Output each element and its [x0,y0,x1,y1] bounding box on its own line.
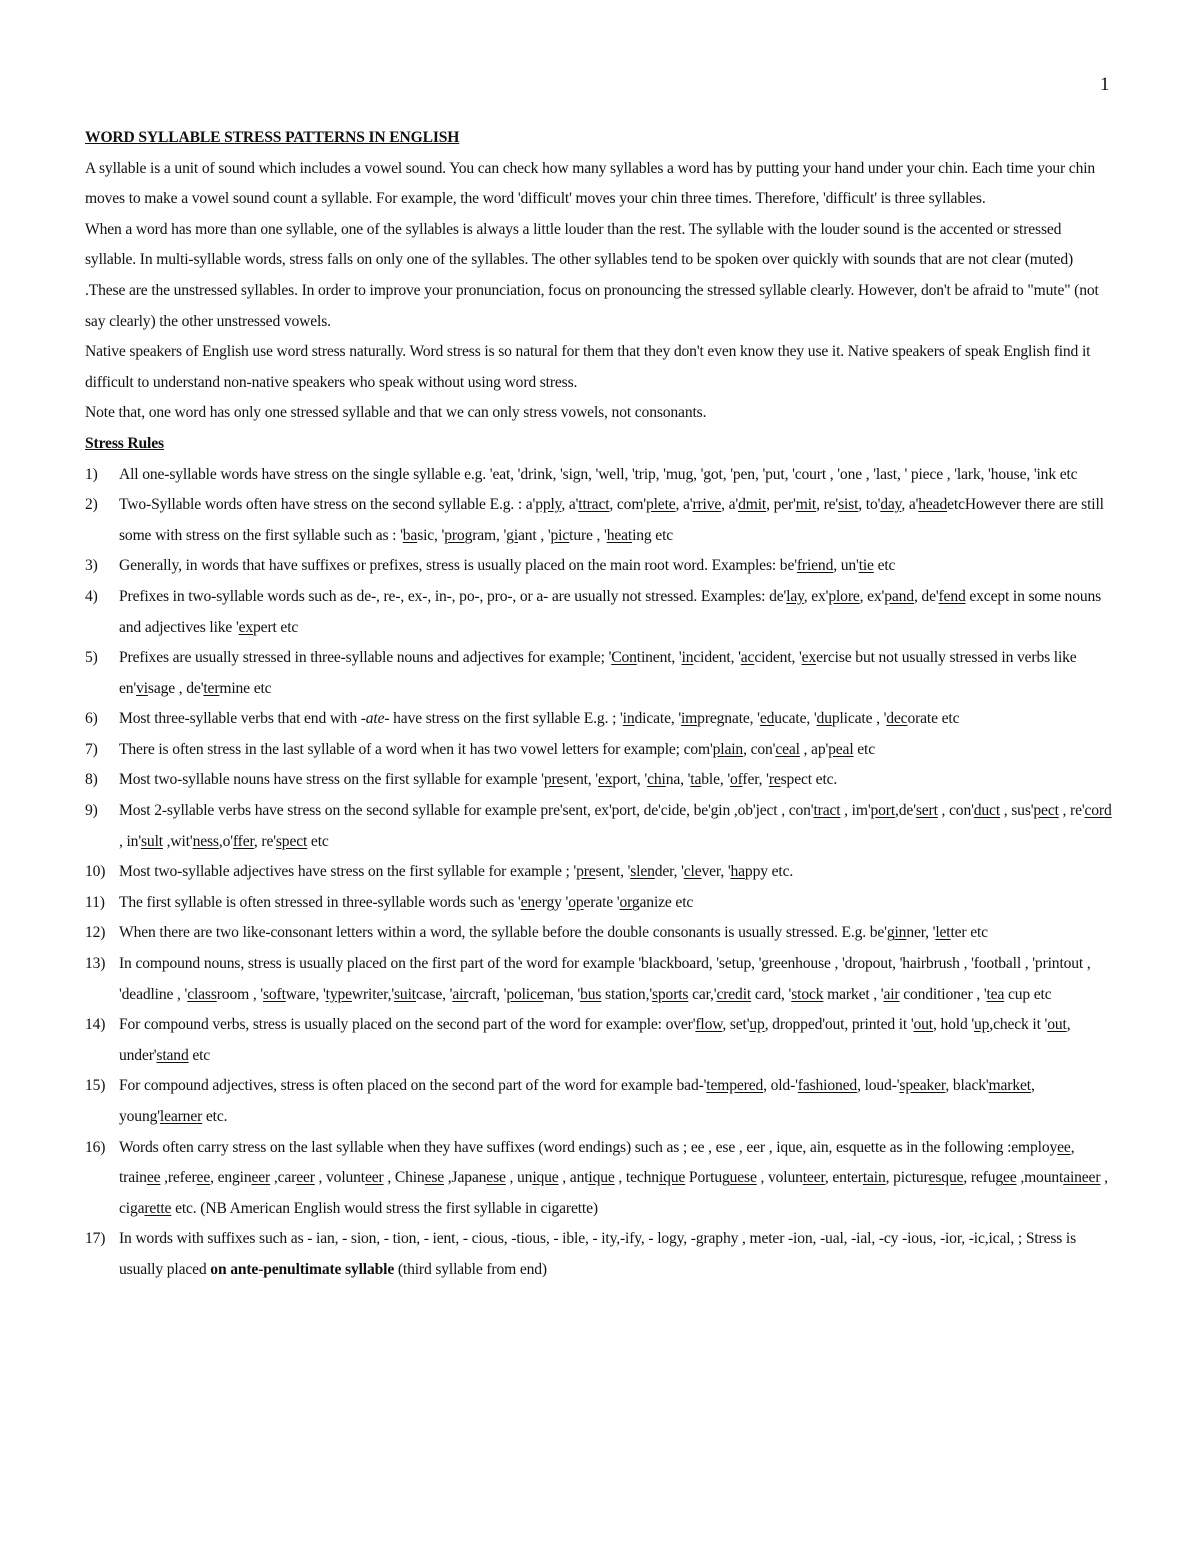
document-title: WORD SYLLABLE STRESS PATTERNS IN ENGLISH [85,129,460,146]
rule-number: 6) [85,710,98,728]
rule-text: The first syllable is often stressed in three-syllable words such as 'energy 'operate 'organize etc [119,893,694,911]
rule-text: Most three-syllable verbs that end with -ate- have stress on the first syllable E.g. ; 'indicate, 'impregnate, 'educate, 'duplicate , 'decorate etc [119,710,960,728]
rule-item [85,490,1113,551]
rule-item [85,704,1113,735]
rule-number: 5) [85,649,98,667]
rule-text: Most two-syllable nouns have stress on the first syllable for example 'present, 'export, 'china, 'table, 'offer, 'respect etc. [119,771,838,789]
rule-number: 13) [85,955,106,973]
rule-text: Generally, in words that have suffixes or prefixes, stress is usually placed on the main root word. Examples: be'friend, un'tie etc [119,557,896,575]
rule-item [85,796,1113,857]
rule-item [85,551,1113,582]
rule-item [85,1010,1113,1071]
rule-number: 3) [85,557,98,575]
rule-number: 14) [85,1016,106,1034]
rule-text: All one-syllable words have stress on the single syllable e.g. 'eat, 'drink, 'sign, 'well, 'trip, 'mug, 'got, 'pen, 'put, 'court , 'one , 'last, ' piece , 'lark, 'house, 'ink etc [119,465,1078,483]
rule-text: Prefixes in two-syllable words such as de-, re-, ex-, in-, po-, pro-, or a- are usually not stressed. Examples: de'lay, ex'plore, ex'pand, de'fend except in some nouns and adjectives like 'expert etc [119,587,1102,636]
rule-item [85,643,1113,704]
paragraph: Native speakers of English use word stress naturally. Word stress is so natural for them that they don't even know they use it. Native speakers of speak English find it difficult to understand non-native speakers who speak without using word stress. [85,343,1091,391]
rule-item [85,460,1113,491]
rule-number: 1) [85,465,98,483]
rule-item [85,857,1113,888]
rule-text: There is often stress in the last syllable of a word when it has two vowel letters for example; com'plain, con'ceal , ap'peal etc [119,740,875,758]
section-heading: Stress Rules [85,434,164,452]
rule-item [85,582,1113,643]
rule-text: Most 2-syllable verbs have stress on the second syllable for example pre'sent, ex'port, de'cide, be'gin ,ob'ject , con'tract , im'port,de'sert , con'duct , sus'pect , re'cord , in'sult ,wit'ness,o'ffer, re'spect etc [119,802,1112,850]
rule-number: 16) [85,1138,106,1156]
rule-text: Most two-syllable adjectives have stress on the first syllable for example ; 'present, 'slender, 'clever, 'happy etc. [119,863,794,881]
rule-item [85,1071,1113,1132]
rule-text: Prefixes are usually stressed in three-syllable nouns and adjectives for example; 'Continent, 'incident, 'accident, 'exercise but not usually stressed in verbs like en'visage , de'termine etc [119,649,1077,697]
page-number: 1 [1100,74,1110,95]
rule-item [85,1133,1113,1225]
rule-number: 10) [85,863,106,881]
rule-text: Two-Syllable words often have stress on the second syllable E.g. : a'pply, a'ttract, com'plete, a'rrive, a'dmit, per'mit, re'sist, to'day, a'headetcHowever there are still some with stress on the first syllable such as : 'basic, 'program, 'giant , 'picture , 'heating etc [119,496,1104,544]
rule-text: For compound verbs, stress is usually placed on the second part of the word for example: over'flow, set'up, dropped'out, printed it 'out, hold 'up,check it 'out, under'stand etc [119,1016,1071,1064]
rule-text: When there are two like-consonant letters within a word, the syllable before the double consonants is usually stressed. E.g. be'ginner, 'letter etc [119,924,988,942]
rule-number: 12) [85,924,106,942]
rule-item [85,735,1113,766]
rule-number: 4) [85,587,98,605]
rule-text: In words with suffixes such as - ian, - sion, - tion, - ient, - cious, -tious, - ible, - ity,-ify, - logy, -graphy , meter -ion, -ual, -ial, -cy -ious, -ior, -ic,ical, ; Stress is usually placed on ante-penultimate syllable (third syllable from end) [119,1230,1077,1278]
rule-number: 2) [85,496,98,514]
rule-number: 9) [85,802,98,820]
stress-rules-list [85,460,1113,1286]
paragraph: When a word has more than one syllable, one of the syllables is always a little louder than the rest. The syllable with the louder sound is the accented or stressed syllable. In multi-syllable words, stress falls on only one of the syllables. The other syllables tend to be spoken over quickly with sounds that are not clear (muted) .These are the unstressed syllables. In order to improve your pronunciation, focus on pronouncing the stressed syllable clearly. However, don't be afraid to "mute" (not say clearly) the other unstressed vowels. [85,220,1099,330]
rule-item [85,888,1113,919]
rule-number: 8) [85,771,98,789]
document-body [85,123,1113,1286]
rule-text: In compound nouns, stress is usually placed on the first part of the word for example 'blackboard, 'setup, 'greenhouse , 'dropout, 'hairbrush , 'football , 'printout , 'deadline , 'classroom , 'software, 'typewriter,'suitcase, 'aircraft, 'policeman, 'bus station,'sports car,'credit card, 'stock market , 'air conditioner , 'tea cup etc [119,955,1091,1003]
rule-number: 15) [85,1077,106,1095]
rule-number: 17) [85,1230,106,1248]
rule-number: 7) [85,740,98,758]
rule-text: For compound adjectives, stress is often placed on the second part of the word for example bad-'tempered, old-'fashioned, loud-'speaker, black'market, young'learner etc. [119,1077,1035,1125]
paragraph: Note that, one word has only one stressed syllable and that we can only stress vowels, not consonants. [85,404,707,422]
rule-item [85,949,1113,1010]
rule-text: Words often carry stress on the last syllable when they have suffixes (word endings) such as ; ee , ese , eer , ique, ain, esquette as in the following :employee, trainee ,referee, engineer ,career , volunteer , Chinese ,Japanese , unique , antique , technique Portuguese , volunteer, entertain, picturesque, refugee ,mountaineer , cigarette etc. (NB American English would stress the first syllable in cigarette) [119,1138,1108,1217]
rule-item [85,1224,1113,1285]
rule-item [85,918,1113,949]
paragraph: A syllable is a unit of sound which includes a vowel sound. You can check how many syllables a word has by putting your hand under your chin. Each time your chin moves to make a vowel sound count a syllable. For example, the word 'difficult' moves your chin three times. Therefore, 'difficult' is three syllables. [85,159,1096,208]
rule-number: 11) [85,893,105,911]
rule-item [85,765,1113,796]
